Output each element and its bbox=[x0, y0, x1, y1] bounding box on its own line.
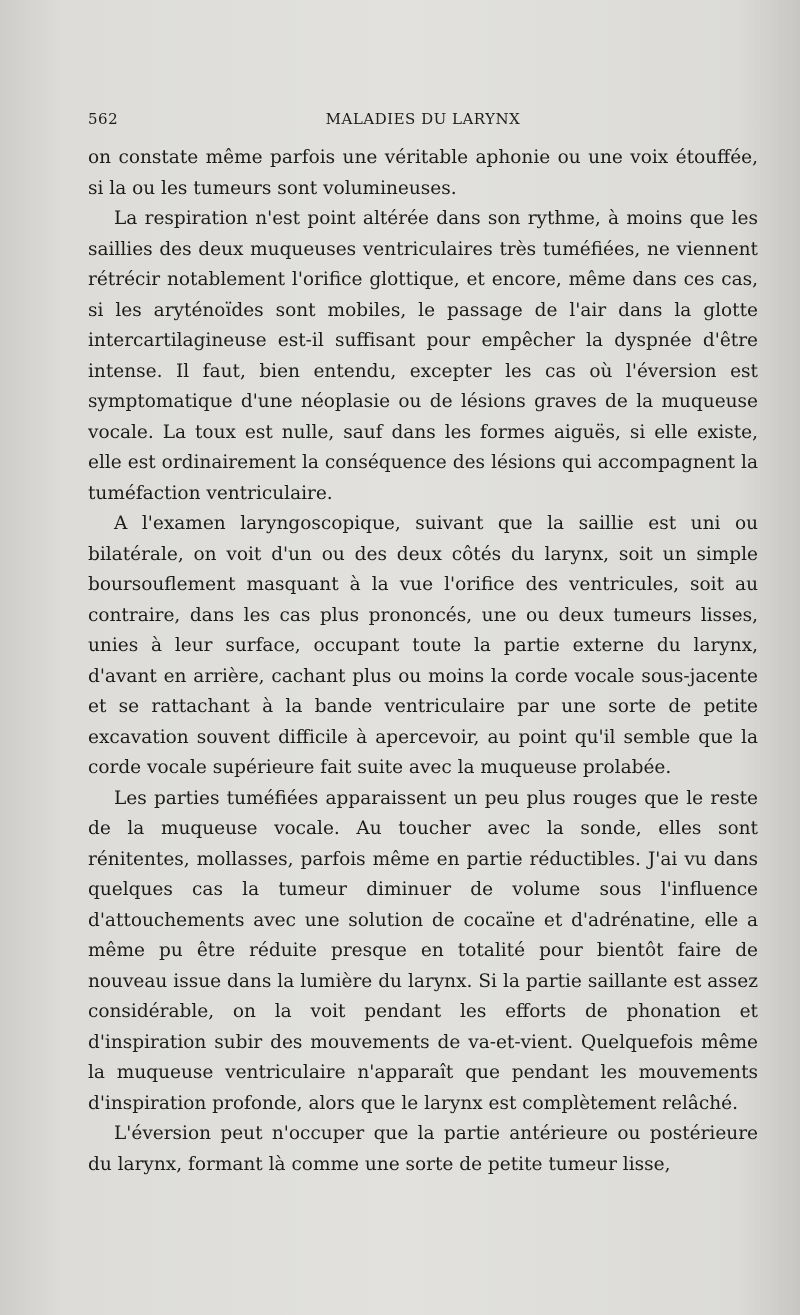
paragraph: on constate même parfois une véritable aphonie ou une voix étouffée, si la ou les tumeurs sont volumineuses. bbox=[88, 147, 758, 199]
page-number: 562 bbox=[88, 110, 119, 128]
paragraph: L'éversion peut n'occuper que la partie antérieure ou postérieure du larynx, formant là comme une sorte de petite tumeur lisse, bbox=[88, 1123, 758, 1175]
paragraph: La respiration n'est point altérée dans son rythme, à moins que les saillies des deux muqueuses ventriculaires très tuméfiées, ne viennent rétrécir notablement l'orifice glottique, et encore, même dans ces cas, si les aryténoïdes sont mobiles, le passage de l'air dans la glotte intercartilagineuse est-il suffisant pour empêcher la dyspnée d'être intense. Il faut, bien entendu, excepter les cas où l'éversion est symptomatique d'une néoplasie ou de lésions graves de la muqueuse vocale. La toux est nulle, sauf dans les formes aiguës, si elle existe, elle est ordinairement la conséquence des lésions qui accompagnent la tuméfaction ventriculaire. bbox=[88, 208, 758, 504]
paragraph: Les parties tuméfiées apparaissent un peu plus rouges que le reste de la muqueuse vocale. Au toucher avec la sonde, elles sont rénitentes, mollasses, parfois même en partie réductibles. J'ai vu dans quelques cas la tumeur diminuer de volume sous l'influence d'attouchements avec une solution de cocaïne et d'adrénatine, elle a même pu être réduite presque en totalité pour bientôt faire de nouveau issue dans la lumière du larynx. Si la partie saillante est assez considérable, on la voit pendant les efforts de phonation et d'inspiration subir des mouvements de va-et-vient. Quelquefois même la muqueuse ventriculaire n'apparaît que pendant les mouvements d'inspiration profonde, alors que le larynx est complètement relâché. bbox=[88, 787, 758, 1114]
running-title: MALADIES DU LARYNX bbox=[325, 110, 521, 128]
paragraph: A l'examen laryngoscopique, suivant que la saillie est uni ou bilatérale, on voit d'un ou des deux côtés du larynx, soit un simple boursouflement masquant à la vue l'orifice des ventricules, soit au contraire, dans les cas plus prononcés, une ou deux tumeurs lisses, unies à leur surface, occupant toute la partie externe du larynx, d'avant en arrière, cachant plus ou moins la corde vocale sous-jacente et se rattachant à la bande ventriculaire par une sorte de petite excavation souvent difficile à apercevoir, au point qu'il semble que la corde vocale supérieure fait suite avec la muqueuse prolabée. bbox=[88, 513, 758, 778]
page-body bbox=[88, 143, 758, 1180]
page-header bbox=[88, 110, 758, 140]
